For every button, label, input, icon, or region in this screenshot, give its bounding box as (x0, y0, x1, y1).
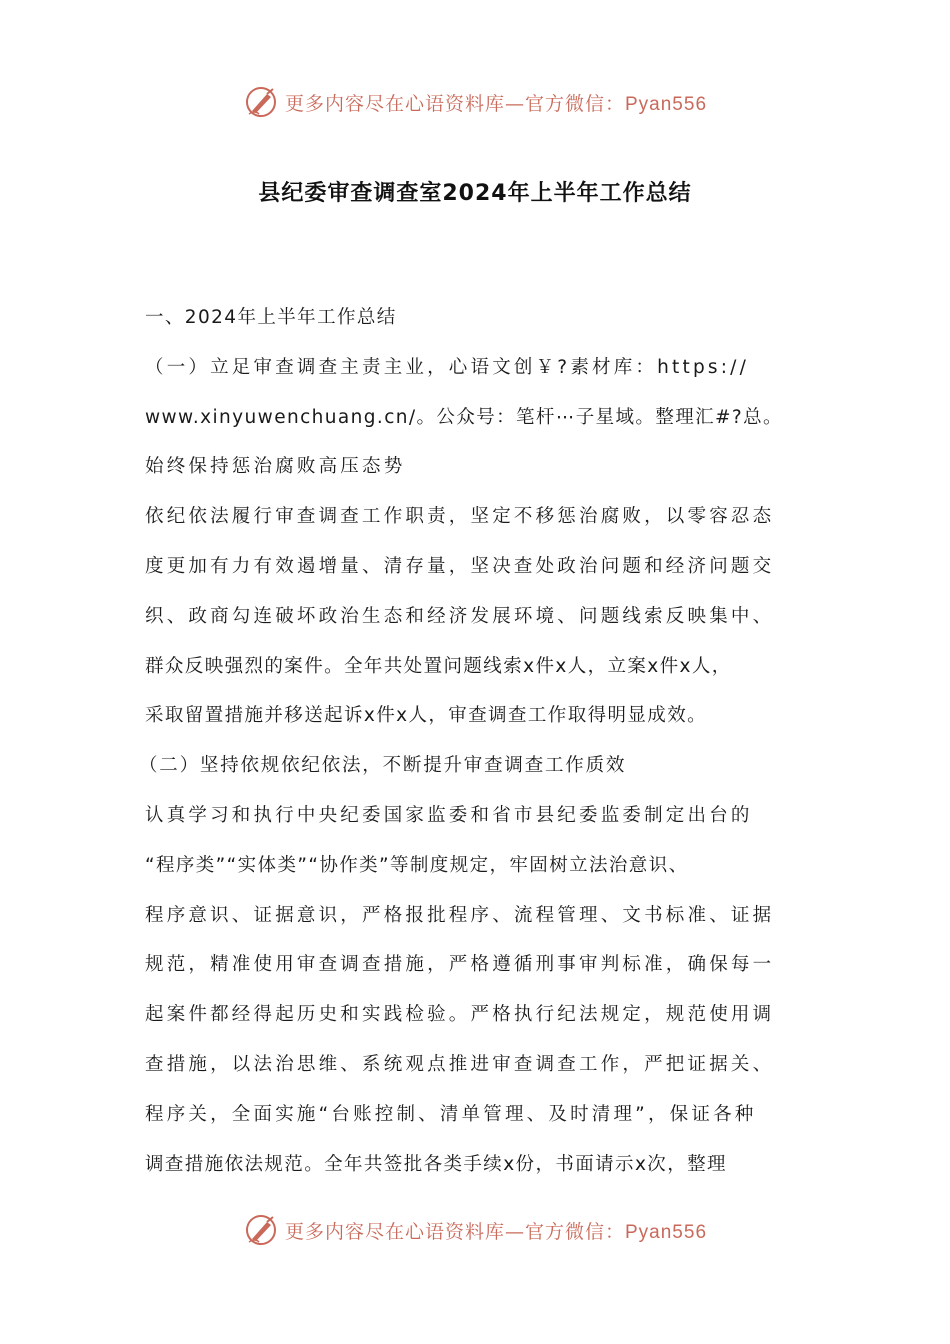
paragraph-line: 查措施，以法治思维、系统观点推进审查调查工作，严把证据关、 (145, 1053, 775, 1075)
paragraph-line: 织、政商勾连破坏政治生态和经济发展环境、问题线索反映集中、 (145, 605, 775, 627)
footer-banner (0, 1210, 950, 1250)
document-body (139, 293, 825, 1189)
paragraph-line: 认真学习和执行中央纪委国家监委和省市县纪委监委制定出台的 (145, 804, 753, 826)
banner-text (285, 1217, 707, 1244)
document-title: 县纪委审查调查室2024年上半年工作总结 (258, 181, 692, 206)
paragraph-line: 程序关，全面实施“台账控制、清单管理、及时清理”，保证各种 (145, 1103, 757, 1125)
banner-wechat-id: Pyan556 (625, 93, 708, 115)
subsection-heading: （二）坚持依规依纪依法，不断提升审查调查工作质效 (139, 755, 627, 777)
paragraph-line: 规范，精准使用审查调查措施，严格遵循刑事审判标准，确保每一 (145, 954, 775, 976)
paragraph-line: 度更加有力有效遏增量、清存量，坚决查处政治问题和经济问题交 (145, 555, 775, 577)
quill-pen-logo-icon (243, 1212, 279, 1248)
subsection-heading-line: www.xinyuwenchuang.cn/。公众号：笔杆⋯子星域。整理汇#?总。 (145, 406, 783, 428)
quill-pen-logo-icon (243, 84, 279, 120)
header-banner (0, 82, 950, 122)
section-heading: 一、2024年上半年工作总结 (145, 307, 397, 328)
banner-label: 更多内容尽在心语资料库—官方微信： (284, 1220, 625, 1243)
paragraph-line: 程序意识、证据意识，严格报批程序、流程管理、文书标准、证据 (145, 904, 775, 926)
paragraph-line: 群众反映强烈的案件。全年共处置问题线索x件x人，立案x件x人， (145, 655, 732, 677)
subsection-heading-line: （一）立足审查调查主责主业，心语文创￥?素材库：https:// (145, 356, 750, 378)
paragraph-line: 依纪依法履行审查调查工作职责，坚定不移惩治腐败，以零容忍态 (145, 506, 775, 528)
subsection-heading-line: 始终保持惩治腐败高压态势 (145, 456, 406, 478)
paragraph-line: 调查措施依法规范。全年共签批各类手续x份，书面请示x次，整理 (145, 1153, 727, 1175)
banner-wechat-id: Pyan556 (625, 1221, 708, 1243)
paragraph-line: “程序类”“实体类”“协作类”等制度规定，牢固树立法治意识、 (145, 854, 689, 876)
banner-text (285, 89, 707, 116)
paragraph-line: 采取留置措施并移送起诉x件x人，审查调查工作取得明显成效。 (145, 705, 707, 727)
banner-label: 更多内容尽在心语资料库—官方微信： (284, 92, 625, 115)
paragraph-line: 起案件都经得起历史和实践检验。严格执行纪法规定，规范使用调 (145, 1004, 775, 1026)
